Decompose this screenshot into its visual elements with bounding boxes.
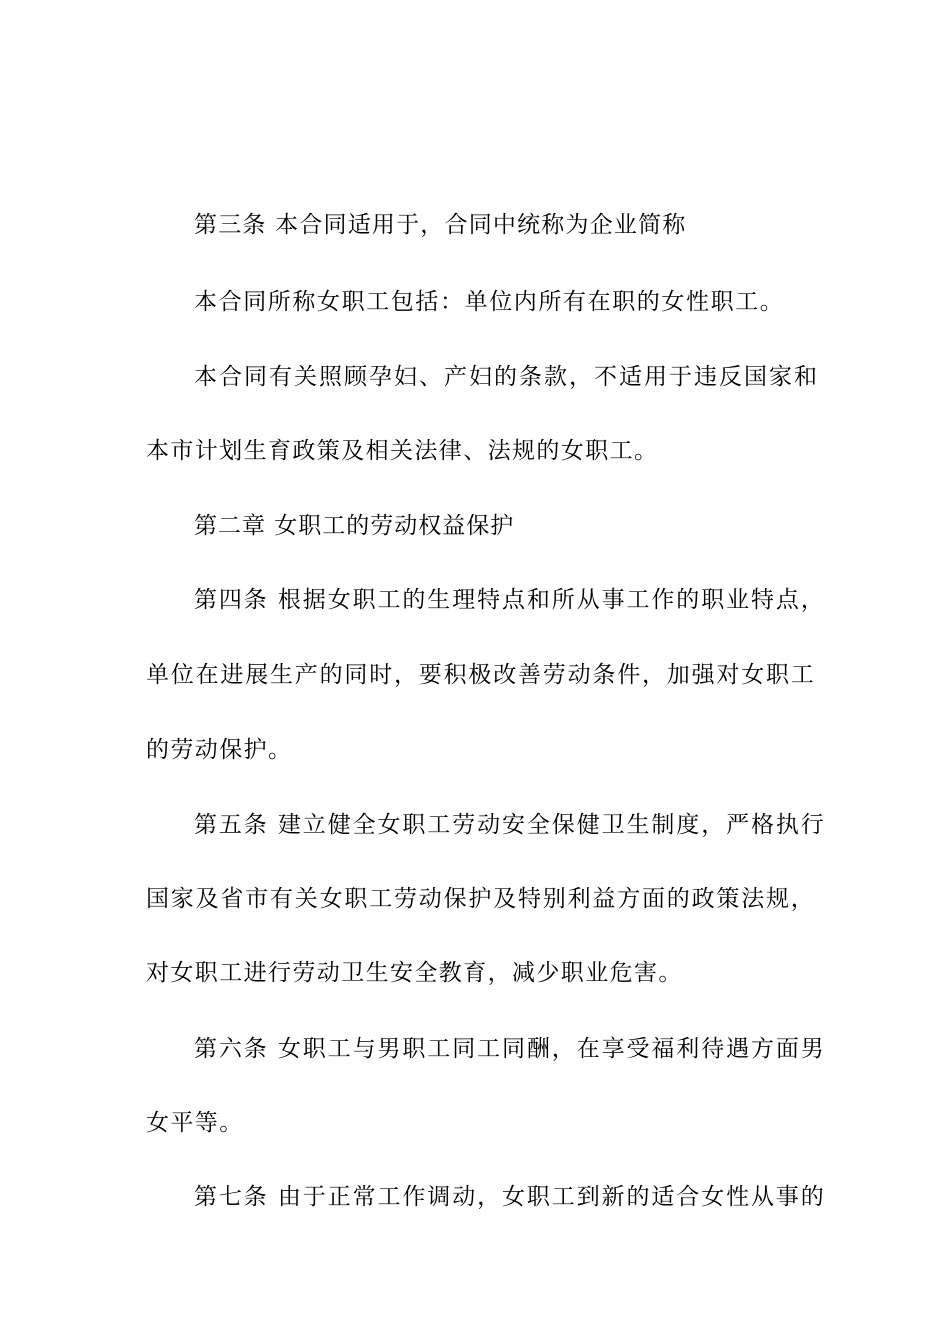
text-line-article-3: 第三条 本合同适用于，合同中统称为企业简称: [194, 212, 687, 238]
text-line-article-4-end: 的劳动保护。: [146, 737, 293, 763]
text-line-article-4: 第四条 根据女职工的生理特点和所从事工作的职业特点，: [194, 587, 826, 613]
text-line-article-5-cont: 国家及省市有关女职工劳动保护及特别利益方面的政策法规，: [146, 886, 816, 912]
text-line-pregnancy-clause: 本合同有关照顾孕妇、产妇的条款，不适用于违反国家和: [194, 364, 819, 390]
text-line-article-5: 第五条 建立健全女职工劳动安全保健卫生制度，严格执行: [194, 812, 826, 838]
text-line-article-6-end: 女平等。: [146, 1110, 244, 1136]
text-line-article-6: 第六条 女职工与男职工同工同酬，在享受福利待遇方面男: [194, 1036, 826, 1062]
text-line-article-7: 第七条 由于正常工作调动，女职工到新的适合女性从事的: [194, 1184, 826, 1210]
chapter-heading-2: 第二章 女职工的劳动权益保护: [194, 513, 515, 539]
text-line-pregnancy-clause-cont: 本市计划生育政策及相关法律、法规的女职工。: [146, 438, 659, 464]
text-line-article-5-end: 对女职工进行劳动卫生安全教育，减少职业危害。: [146, 960, 683, 986]
text-line-female-staff-definition: 本合同所称女职工包括：单位内所有在职的女性职工。: [194, 289, 785, 315]
text-line-article-4-cont: 单位在进展生产的同时，要积极改善劳动条件，加强对女职工: [146, 662, 816, 688]
